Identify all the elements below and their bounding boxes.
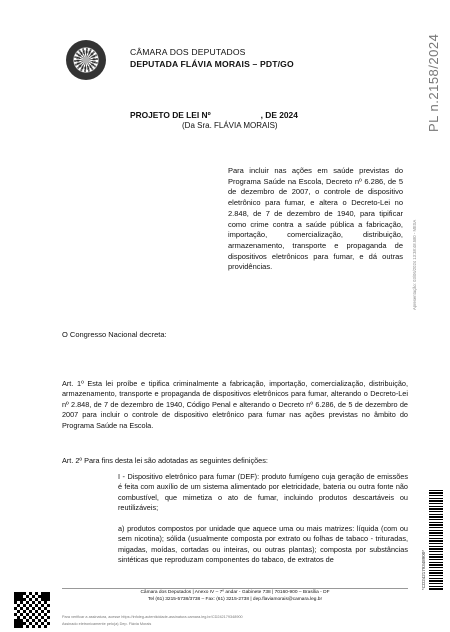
qr-code-icon bbox=[14, 592, 50, 628]
article-2-item-1: I - Dispositivo eletrônico para fumar (DEF): produto fumígeno cuja geração de emissões é feita com auxílio de um sistema alimentado por eletricidade, bateria ou outra fonte não combustível, que mimetiza o ato de fumar, incluindo produtos descartáveis ou reutilizáveis; bbox=[118, 472, 408, 513]
deputy-name: DEPUTADA FLÁVIA MORAIS – PDT/GO bbox=[130, 59, 294, 69]
brazil-coat-of-arms-icon bbox=[66, 40, 106, 80]
barcode-icon bbox=[429, 490, 443, 590]
signature-signed-by: Assinado eletronicamente pelo(a) Dep. Flávia Morais bbox=[62, 622, 152, 626]
signature-verify-link[interactable]: Para verificar a assinatura, acesse https://infoleg-autenticidade-assinatura.camara.leg.br/CD242179348900 bbox=[62, 615, 243, 619]
article-1: Art. 1º Esta lei proíbe e tipifica criminalmente a fabricação, importação, comercialização, distribuição, armazenamento, transporte e propaganda de dispositivos eletrônicos para fumar, alterando o Decreto-Lei nº 2.848, de 7 de dezembro de 1940, Código Penal e alterando o Decreto nº 6.286, de 5 de dezembro de 2007 para incluir o controle de dispositivo eletrônico para fumar nas ações previstas no âmbito do Programa Saúde na Escola. bbox=[62, 379, 408, 430]
submission-annotation: Apresentação: 03/06/2024 13:38:48.580 - MESA bbox=[412, 219, 417, 310]
institution-name: CÂMARA DOS DEPUTADOS bbox=[130, 47, 246, 57]
bill-title bbox=[130, 110, 370, 120]
bill-number-stamp: PL n.2158/2024 bbox=[426, 33, 441, 132]
footer-contact: Tel (61) 3215-5738/3738 – Fax: (61) 3215-2738 | dep.flaviamorais@camara.leg.br bbox=[147, 597, 323, 602]
bill-title-suffix: , DE 2024 bbox=[260, 110, 298, 120]
article-2-item-a: a) produtos compostos por unidade que aquece uma ou mais matrizes: líquida (com ou sem nicotina); sólida (usualmente composta por extrato ou folhas de tabaco - trituradas, migadas, moídas, cortadas ou inteiras, ou outras plantas); composta por substâncias sintéticas que reproduzam componentes do tabaco, de extratos de bbox=[118, 524, 408, 565]
article-2: Art. 2º Para fins desta lei são adotadas as seguintes definições: bbox=[62, 456, 268, 465]
barcode-number: *CD242179348900* bbox=[421, 549, 426, 590]
decree-statement: O Congresso Nacional decreta: bbox=[62, 330, 167, 339]
footer-address: Câmara dos Deputados | Anexo IV – 7º andar - Gabinete 738 | 70160-900 – Brasília - DF bbox=[140, 590, 330, 595]
bill-summary: Para incluir nas ações em saúde previstas do Programa Saúde na Escola, Decreto nº 6.286, de 5 de dezembro de 2007, o controle de dispositivo eletrônico para fumar, e altera o Decreto-Lei no 2.848, de 7 de dezembro de 1940, para tipificar como crime contra a saúde pública a fabricação, importação, comercialização, distribuição, armazenamento, transporte e propaganda de dispositivos eletrônicos para fumar, e dá outras providências. bbox=[228, 166, 403, 272]
bill-author: (Da Sra. FLÁVIA MORAIS) bbox=[182, 121, 278, 130]
footer-divider bbox=[62, 588, 408, 589]
bill-title-prefix: PROJETO DE LEI Nº bbox=[130, 110, 211, 120]
